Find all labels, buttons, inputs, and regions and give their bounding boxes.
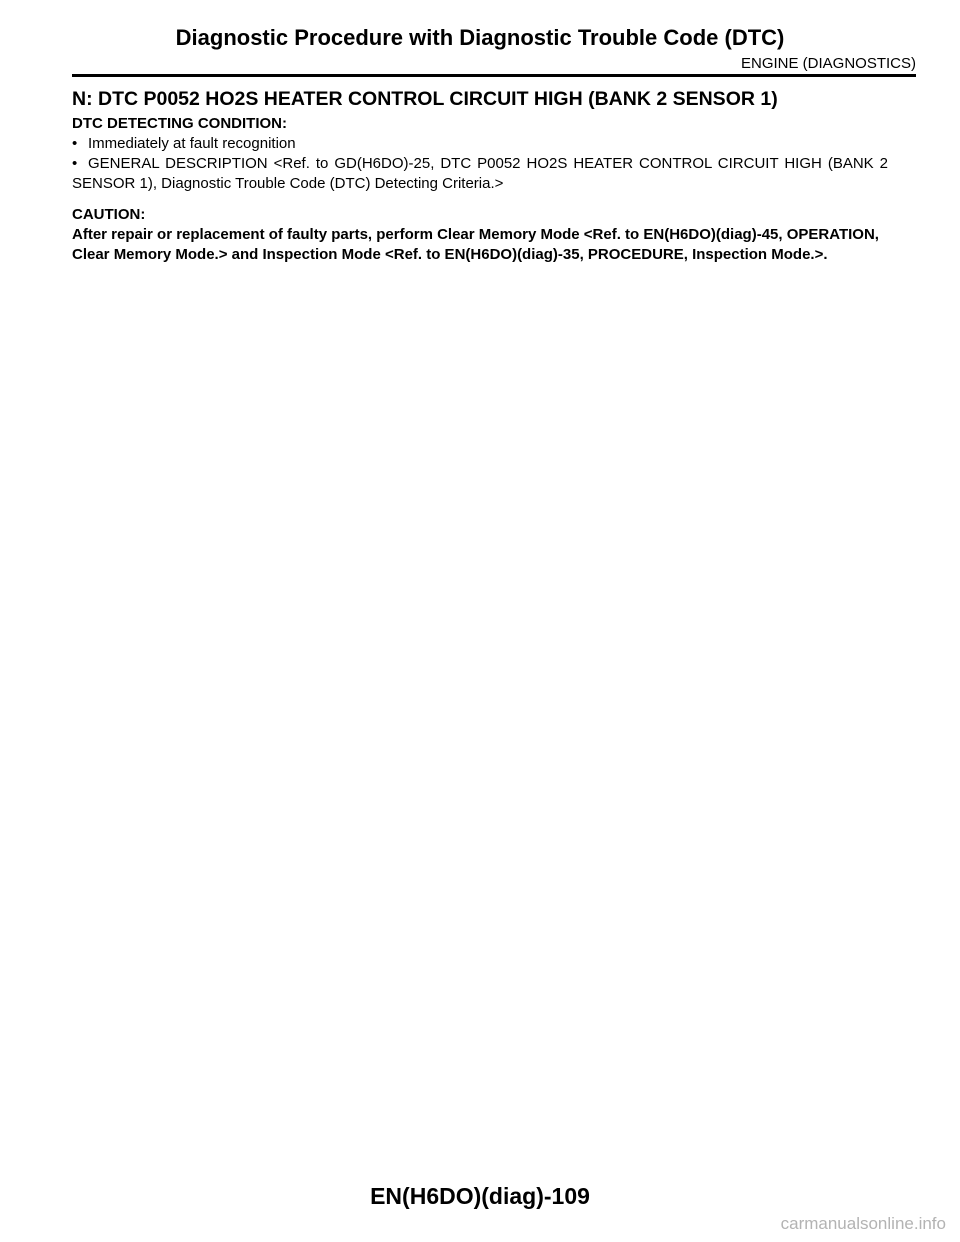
page-title: Diagnostic Procedure with Diagnostic Trouble Code (DTC): [175, 25, 785, 50]
list-item: [72, 154, 888, 194]
detecting-condition-label: DTC DETECTING CONDITION:: [72, 115, 287, 132]
dtc-heading: N: DTC P0052 HO2S HEATER CONTROL CIRCUIT HIGH (BANK 2 SENSOR 1): [72, 88, 778, 110]
list-item: [72, 134, 888, 154]
detecting-condition-list: [72, 134, 888, 194]
bullet-icon: •: [72, 155, 78, 172]
main-content: [72, 85, 888, 265]
caution-block: [72, 205, 888, 265]
watermark: carmanualsonline.info: [780, 1214, 946, 1233]
bullet-icon: •: [72, 135, 78, 152]
section-name: ENGINE (DIAGNOSTICS): [740, 55, 916, 72]
list-item-text: Immediately at fault recognition: [88, 135, 296, 152]
header-divider: [72, 74, 916, 77]
page-number: EN(H6DO)(diag)-109: [370, 1183, 590, 1209]
caution-text: After repair or replacement of faulty parts, perform Clear Memory Mode <Ref. to EN(H6DO)(diag)-45, OPERATION, Clear Memory Mode.> and Inspection Mode <Ref. to EN(H6DO)(diag)-35, PROCEDURE, Inspection Mode.>.: [72, 226, 879, 263]
list-item-text: GENERAL DESCRIPTION <Ref. to GD(H6DO)-25, DTC P0052 HO2S HEATER CONTROL CIRCUIT HIGH (BANK 2 SENSOR 1), Diagnostic Trouble Code (DTC) Detecting Criteria.>: [72, 155, 888, 192]
caution-label: CAUTION:: [72, 206, 146, 223]
